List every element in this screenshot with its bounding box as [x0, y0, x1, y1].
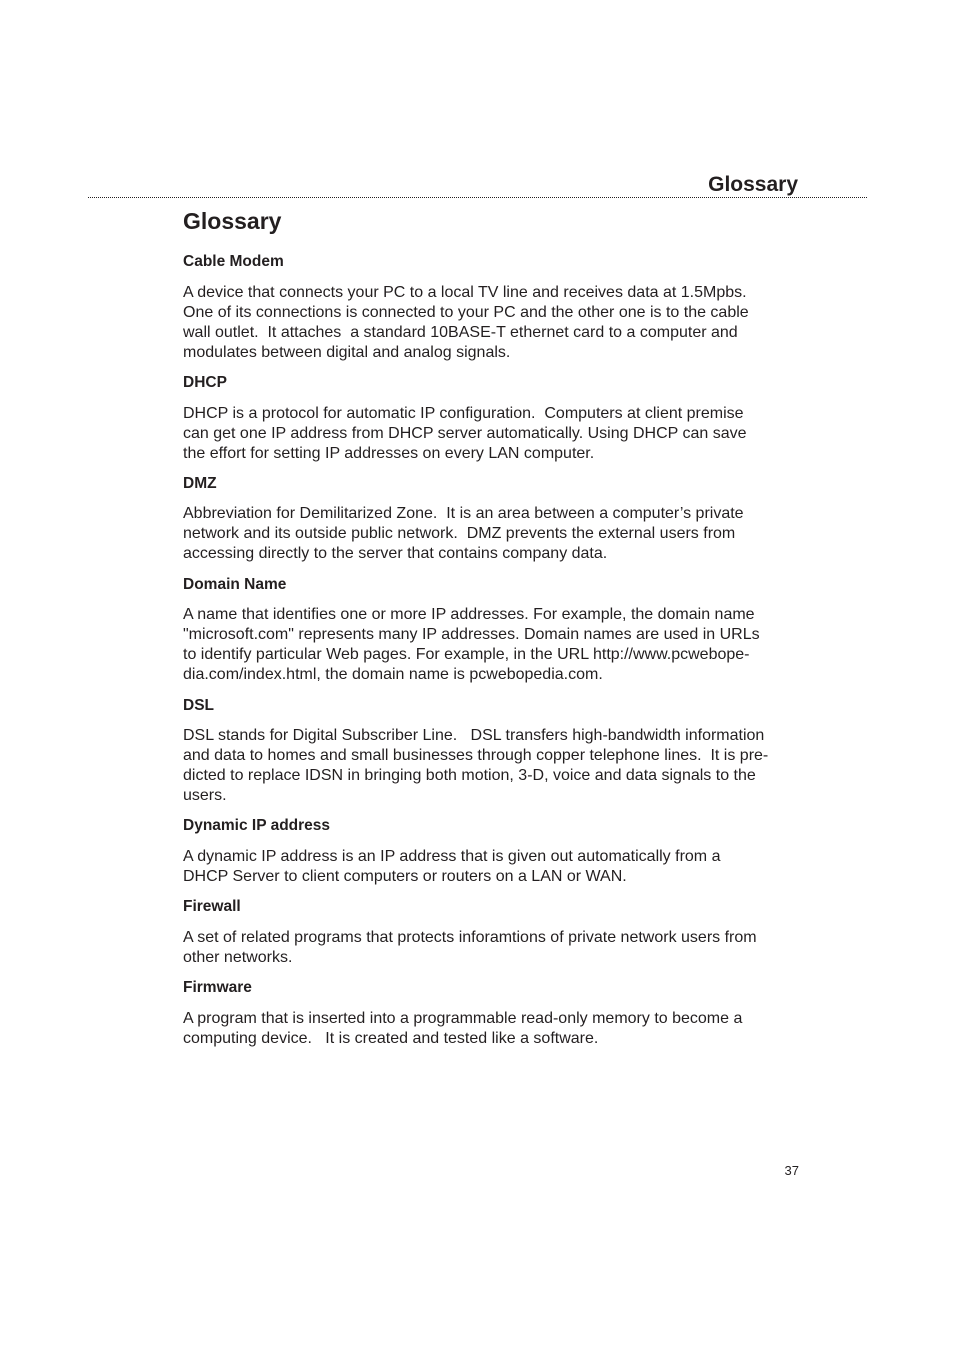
term-dynamic-ip-address: Dynamic IP address: [183, 817, 331, 834]
definition-dsl: DSL stands for Digital Subscriber Line. DSL transfers high-bandwidth information and data to homes and small businesses through copper telephone lines. It is pre- dicted to replace IDSN in bringing both motion, 3-D, voice and data signals to the users.: [183, 727, 769, 804]
definition-cable-modem: A device that connects your PC to a local TV line and receives data at 1.5Mpbs. One of its connections is connected to your PC and the other one is to the cable wall outlet. It attaches a standard 10BASE-T ethernet card to a computer and modulates between digital and analog signals.: [183, 284, 749, 361]
term-domain-name: Domain Name: [183, 576, 287, 593]
term-dhcp: DHCP: [183, 374, 227, 391]
definition-dhcp: DHCP is a protocol for automatic IP configuration. Computers at client premise can get one IP address from DHCP server automatically. Using DHCP can save the effort for setting IP addresses on every LAN computer.: [183, 405, 747, 462]
definition-domain-name: A name that identifies one or more IP addresses. For example, the domain name "microsoft.com" represents many IP addresses. Domain names are used in URLs to identify particular Web pages. For example, in the URL http://www.pcwebope- dia.com/index.html, the domain name is pcwebopedia.com.: [183, 606, 760, 683]
term-cable-modem: Cable Modem: [183, 253, 284, 270]
glossary-entry-firmware: [183, 978, 803, 1049]
definition-dynamic-ip-address: A dynamic IP address is an IP address that is given out automatically from a DHCP Server to client computers or routers on a LAN or WAN.: [183, 848, 721, 885]
term-firewall: Firewall: [183, 898, 241, 915]
term-firmware: Firmware: [183, 979, 252, 996]
glossary-entry-firewall: [183, 897, 803, 968]
definition-dmz: Abbreviation for Demilitarized Zone. It is an area between a computer’s private network and its outside public network. DMZ prevents the external users from accessing directly to the server that contains company data.: [183, 505, 744, 562]
running-header-title: Glossary: [708, 173, 798, 196]
glossary-entry-dmz: [183, 474, 803, 564]
glossary-entry-domain-name: [183, 575, 803, 685]
term-dmz: DMZ: [183, 475, 217, 492]
glossary-entry-cable-modem: [183, 252, 803, 363]
header-dotted-rule: [88, 197, 867, 198]
glossary-entry-dynamic-ip-address: [183, 816, 803, 887]
glossary-entry-dhcp: [183, 373, 803, 464]
term-dsl: DSL: [183, 697, 214, 714]
page-title: Glossary: [183, 208, 282, 234]
page-number: 37: [784, 1163, 799, 1178]
definition-firmware: A program that is inserted into a programmable read-only memory to become a computing device. It is created and tested like a software.: [183, 1010, 743, 1047]
glossary-content: [183, 206, 803, 1049]
definition-firewall: A set of related programs that protects inforamtions of private network users from other networks.: [183, 929, 757, 966]
glossary-entry-dsl: [183, 696, 803, 806]
